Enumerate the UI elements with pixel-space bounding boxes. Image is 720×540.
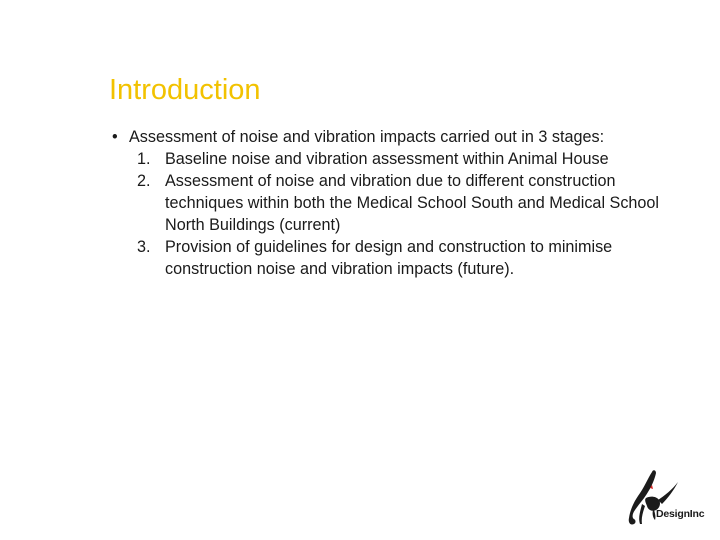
logo-text: DesignInc [656, 508, 705, 520]
slide-body [112, 126, 692, 280]
stage-number: 1. [137, 150, 151, 168]
bullet-item [112, 126, 692, 148]
stage-number: 3. [137, 238, 151, 256]
slide-title: Introduction [109, 74, 261, 106]
bird-icon [622, 466, 714, 530]
stage-item-2 [112, 170, 692, 236]
designinc-logo [622, 466, 714, 530]
stage-number: 2. [137, 172, 151, 190]
stage-item-3 [112, 236, 692, 280]
stage-text: Provision of guidelines for design and construction to minimise construction noise and vibration impacts (future). [165, 238, 613, 278]
stage-text: Baseline noise and vibration assessment within Animal House [165, 150, 609, 168]
stage-list [112, 148, 692, 280]
stage-item-1 [112, 148, 692, 170]
stage-text: Assessment of noise and vibration due to different construction techniques within both the Medical School South and Medical School North Buildings (current) [165, 172, 660, 234]
bullet-text: Assessment of noise and vibration impacts carried out in 3 stages: [129, 128, 605, 146]
bullet-marker: • [112, 128, 118, 146]
